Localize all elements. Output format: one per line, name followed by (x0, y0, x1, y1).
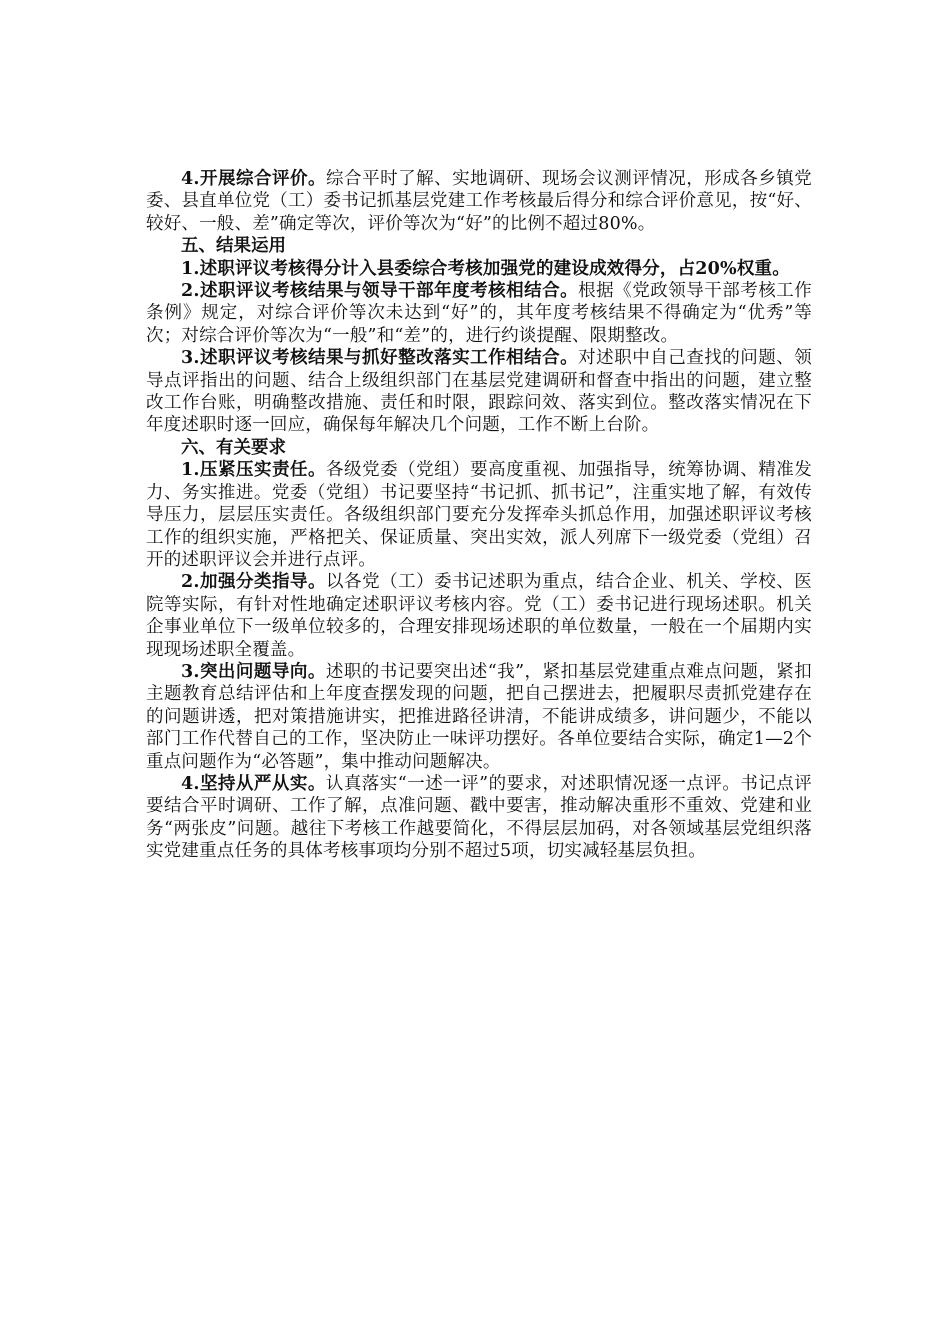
paragraph-strictness (146, 773, 812, 863)
document-page (146, 168, 812, 863)
paragraph-lead: 4.开展综合评价。 (181, 169, 327, 189)
paragraph-body: 对述职中自己查找的问题、领导点评指出的问题、结合上级组织部门在基层党建调研和督查中指出的问题，建立整改工作台账，明确整改措施、责任和时限，跟踪问效、落实到位。整改落实情况在下年度述职时逐一回应，确保每年解决几个问题，工作不断上台阶。 (146, 348, 812, 436)
paragraph-body: 认真落实“一述一评”的要求，对述职情况逐一点评。书记点评要结合平时调研、工作了解，点准问题、戳中要害，推动解决重形不重效、党建和业务“两张皮”问题。越往下考核工作越要简化，不得层层加码，对各领域基层党组织落实党建重点任务的具体考核事项均分别不超过5项，切实减轻基层负担。 (146, 773, 812, 862)
paragraph-lead: 4.坚持从严从实。 (181, 773, 326, 794)
paragraph-annual-assessment (146, 280, 812, 347)
section-heading-results: 五、结果运用 (181, 236, 286, 257)
paragraph-problem-orientation (146, 661, 812, 773)
paragraph-rectification (146, 347, 812, 437)
paragraph-body: 述职的书记要突出述“我”，紧扣基层党建重点难点问题，紧扣主题教育总结评估和上年度查摆发现的问题，把自己摆进去，把履职尽责抓党建存在的问题讲透，把对策措施讲实，把推进路径讲清，不能讲成绩多，讲问题少，不能以部门工作代替自己的工作，坚决防止一味评功摆好。各单位要结合实际，确定1—2个重点问题作为“必答题”，集中推动问题解决。 (146, 661, 812, 772)
paragraph-guidance (146, 571, 812, 661)
paragraph-score-weight (146, 258, 812, 280)
paragraph-comprehensive-evaluation (146, 168, 812, 235)
paragraph-lead: 3.述职评议考核结果与抓好整改落实工作相结合。 (181, 348, 579, 369)
paragraph-body: 根据《党政领导干部考核工作条例》规定，对综合评价等次未达到“好”的，其年度考核结果不得确定为“优秀”等次；对综合评价等次为“一般”和“差”的，进行约谈提醒、限期整改。 (146, 281, 812, 346)
section-heading-requirements: 六、有关要求 (181, 437, 286, 458)
paragraph-lead: 2.述职评议考核结果与领导干部年度考核相结合。 (181, 281, 579, 302)
paragraph-lead: 1.压紧压实责任。 (181, 460, 327, 481)
paragraph-lead: 2.加强分类指导。 (181, 572, 327, 593)
paragraph-body: 以各党（工）委书记述职为重点，结合企业、机关、学校、医院等实际，有针对性地确定述职评议考核内容。党（工）委书记进行现场述职。机关企事业单位下一级单位较多的，合理安排现场述职的单位数量，一般在一个届期内实现现场述职全覆盖。 (146, 572, 812, 660)
paragraph-body: 各级党委（党组）要高度重视、加强指导，统筹协调、精准发力、务实推进。党委（党组）书记要坚持“书记抓、抓书记”，注重实地了解，有效传导压力，层层压实责任。各级组织部门要充分发挥牵头抓总作用，加强述职评议考核工作的组织实施，严格把关、保证质量、突出实效，派人列席下一级党委（党组）召开的述职评议会并进行点评。 (146, 460, 812, 570)
paragraph-lead: 3.突出问题导向。 (181, 661, 326, 682)
paragraph-body: 综合平时了解、实地调研、现场会议测评情况，形成各乡镇党委、县直单位党（工）委书记抓基层党建工作考核最后得分和综合评价意见，按“好、较好、一般、差”确定等次，评价等次为“好”的比例不超过80%。 (146, 169, 812, 234)
paragraph-lead: 1.述职评议考核得分计入县委综合考核加强党的建设成效得分，占20%权重。 (181, 258, 790, 279)
paragraph-responsibility (146, 459, 812, 571)
